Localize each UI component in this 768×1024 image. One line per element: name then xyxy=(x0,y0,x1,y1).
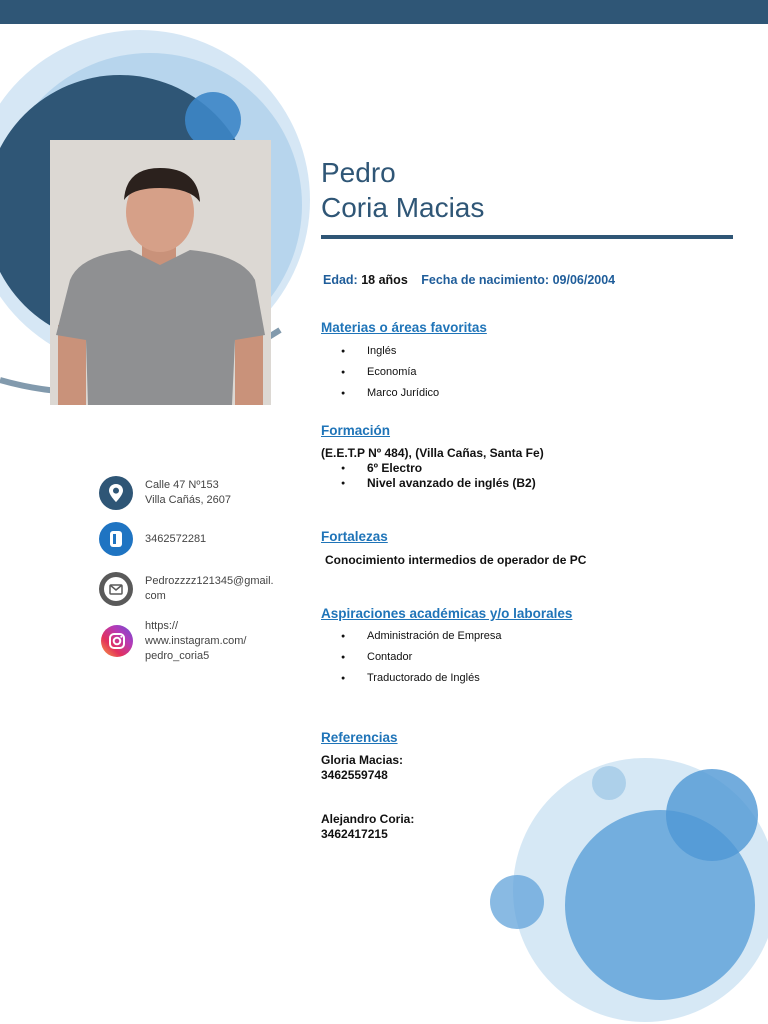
education-institution: (E.E.T.P Nº 484), (Villa Cañas, Santa Fe) xyxy=(321,446,544,460)
list-item: ● Administración de Empresa xyxy=(321,626,502,647)
email-line-1: Pedrozzzz121345@gmail. xyxy=(145,575,274,587)
deco-circle-br-left xyxy=(490,875,544,929)
email[interactable] xyxy=(145,574,274,604)
list-item: ● Traductorado de Inglés xyxy=(321,668,502,689)
top-bar xyxy=(0,0,768,24)
favorites-heading: Materias o áreas favoritas xyxy=(321,320,487,335)
phone-icon xyxy=(99,522,133,556)
location-icon xyxy=(99,476,133,510)
reference-1 xyxy=(321,753,403,783)
reference-name: Gloria Macias: xyxy=(321,753,404,767)
birth-label: Fecha de nacimiento: xyxy=(421,273,550,287)
instagram-line-1: https:// xyxy=(145,620,179,632)
phone-number[interactable]: 3462572281 xyxy=(145,533,207,545)
name-divider xyxy=(321,235,733,239)
address-line-1: Calle 47 Nº153 xyxy=(145,479,219,491)
references-heading: Referencias xyxy=(321,730,398,745)
favorites-list xyxy=(321,341,439,404)
list-item: ● Economía xyxy=(321,362,439,383)
instagram-link[interactable] xyxy=(145,619,246,664)
list-item: ● Inglés xyxy=(321,341,439,362)
reference-phone: 3462559748 xyxy=(321,768,388,782)
reference-phone: 3462417215 xyxy=(321,827,388,841)
address-line-2: Villa Cañás, 2607 xyxy=(145,494,232,506)
email-line-2: com xyxy=(145,590,166,602)
address xyxy=(145,478,231,508)
instagram-icon xyxy=(101,625,133,657)
list-item: ● Nivel avanzado de inglés (B2) xyxy=(321,476,536,491)
education-list xyxy=(321,461,536,491)
reference-2 xyxy=(321,812,414,842)
birth-value: 09/06/2004 xyxy=(552,273,616,287)
education-heading: Formación xyxy=(321,423,391,438)
deco-circle-br-small xyxy=(592,766,626,800)
full-name xyxy=(321,155,484,225)
list-item: ● Marco Jurídico xyxy=(321,383,439,404)
last-name: Coria Macias xyxy=(321,192,485,223)
reference-name: Alejandro Coria: xyxy=(321,812,415,826)
instagram-line-2: www.instagram.com/ xyxy=(145,635,247,647)
list-item: ● 6º Electro xyxy=(321,461,536,476)
personal-info xyxy=(323,273,615,287)
aspirations-heading: Aspiraciones académicas y/o laborales xyxy=(321,606,573,621)
list-item: ● Contador xyxy=(321,647,502,668)
first-name: Pedro xyxy=(321,157,396,188)
deco-circle-br-light xyxy=(513,758,768,1022)
profile-photo xyxy=(50,140,271,405)
aspirations-list xyxy=(321,626,502,689)
deco-circle-br-top xyxy=(666,769,758,861)
instagram-line-3: pedro_coria5 xyxy=(145,650,210,662)
strengths-text: Conocimiento intermedios de operador de PC xyxy=(325,553,587,567)
deco-circle-br-mid xyxy=(565,810,755,1000)
strengths-heading: Fortalezas xyxy=(321,529,388,544)
age-value: 18 años xyxy=(361,273,408,287)
age-label: Edad: xyxy=(323,273,358,287)
email-icon xyxy=(99,572,133,606)
